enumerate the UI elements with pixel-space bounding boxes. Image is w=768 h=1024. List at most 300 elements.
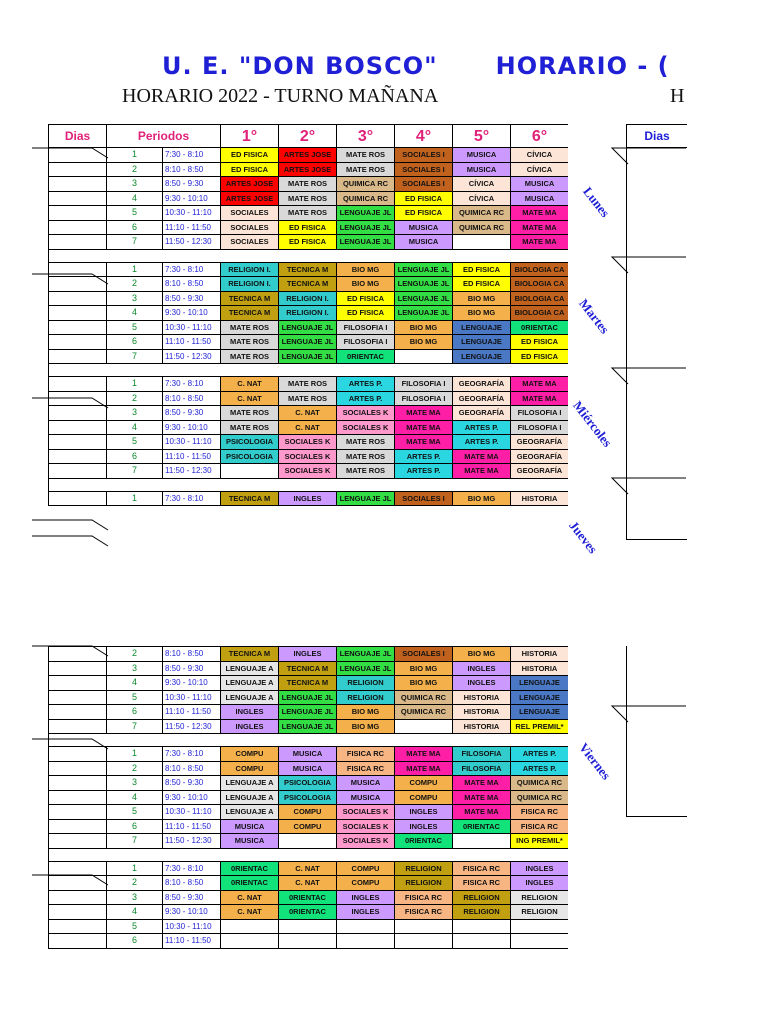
spacer-cell [163,734,221,747]
subject-cell: FILOSOFIA I [511,420,568,435]
subject-cell: ARTES P. [453,420,511,435]
subject-cell: REL PREMIL* [511,719,569,734]
period-number: 1 [107,747,163,762]
subject-cell: RELIGION I. [279,306,337,321]
spacer-cell [395,734,453,747]
next-schedule-panel [626,124,687,540]
table-row [49,262,569,277]
period-time: 10:30 - 11:10 [163,320,221,335]
table-row [49,335,569,350]
subject-cell: FISICA RC [337,747,395,762]
day-cell [49,905,107,920]
day-cell [49,861,107,876]
subject-cell: MATE MA [453,449,511,464]
subject-cell [279,919,337,934]
schedule-subtitle-cut: H [670,85,685,107]
spacer-cell [395,478,453,491]
table-row [49,905,569,920]
subject-cell [395,349,453,364]
subject-cell [279,834,337,849]
period-number: 4 [107,676,163,691]
subject-cell: INGLES [511,876,569,891]
school-name: U. E. "DON BOSCO" [162,52,438,80]
subject-cell: ED FISICA [453,277,511,292]
subject-cell: MATE ROS [279,206,337,221]
subject-cell: LENGUAJE JL [395,306,453,321]
subject-cell: RELIGION [337,690,395,705]
table-row [49,220,569,235]
subject-cell: MATE ROS [221,320,279,335]
subject-cell: ED FISICA [337,306,395,321]
period-time: 8:50 - 9:30 [163,890,221,905]
day-cell [49,306,107,321]
spacer-cell [337,364,395,377]
subject-cell: CÍVICA [511,148,568,163]
subject-cell: CÍVICA [511,162,568,177]
subject-cell: ARTES JOSE [279,148,337,163]
subject-cell: MATE ROS [279,377,337,392]
subject-cell: 0RIENTAC [221,876,279,891]
period-number: 3 [107,406,163,421]
subject-cell: ARTES P. [511,747,569,762]
subject-cell: ARTES P. [395,449,453,464]
subject-cell: FISICA RC [511,819,569,834]
period-number: 4 [107,790,163,805]
schedule-table-part-1 [48,124,568,538]
subject-cell [337,919,395,934]
period-number: 6 [107,335,163,350]
subject-cell: LENGUAJE JL [337,206,395,221]
day-cell [49,335,107,350]
subject-cell: SOCIALES K [279,449,337,464]
subject-cell: MATE ROS [337,435,395,450]
subject-cell [395,919,453,934]
subject-cell: PSICOLOGIA [221,435,279,450]
spacer-cell [279,848,337,861]
period-time: 7:30 - 8:10 [163,747,221,762]
subject-cell [221,934,279,949]
subject-cell: MATE MA [395,420,453,435]
subject-cell: SOCIALES I [395,177,453,192]
subject-cell: RELIGION [453,890,511,905]
subject-cell: BIO MG [453,306,511,321]
subject-cell: BIO MG [337,277,395,292]
subject-cell: QUIMICA RC [337,177,395,192]
subject-cell: FILOSOFIA I [511,406,568,421]
subject-cell: MUSICA [337,790,395,805]
period-number: 1 [107,491,163,506]
period-time: 8:50 - 9:30 [163,776,221,791]
subject-cell: ED FISICA [453,262,511,277]
subject-cell [453,235,511,250]
subject-cell: COMPU [395,776,453,791]
table-row [49,177,569,192]
table-row [49,919,569,934]
subject-cell: RELIGION I. [279,291,337,306]
subject-cell: QUIMICA RC [337,191,395,206]
table-row [49,934,569,949]
spacer-cell [511,734,569,747]
spacer-cell [49,364,107,377]
subject-cell: INGLES [453,676,511,691]
subject-cell: BIO MG [453,491,511,506]
subject-cell: MATE MA [395,435,453,450]
day-cell [49,805,107,820]
day-cell [49,235,107,250]
subject-cell: TECNICA M [279,262,337,277]
day-cell [49,191,107,206]
period-number: 1 [107,262,163,277]
subject-cell [453,919,511,934]
subject-cell: BIO MG [453,291,511,306]
table-row [49,320,569,335]
table-row [49,761,569,776]
subject-cell: MATE ROS [279,191,337,206]
subject-cell: INGLES [221,705,279,720]
period-time: 9:30 - 10:10 [163,306,221,321]
period-number: 5 [107,919,163,934]
table-row [49,406,569,421]
period-time: 7:30 - 8:10 [163,377,221,392]
spacer-row [49,734,569,747]
subject-cell: SOCIALES [221,206,279,221]
day-cell [49,262,107,277]
period-time: 8:10 - 8:50 [163,391,221,406]
subject-cell: GEOGRAFÍA [453,406,511,421]
table-row [49,148,569,163]
subject-cell: 0RIENTAC [511,320,568,335]
subject-cell [511,919,569,934]
table-row [49,890,569,905]
table-row [49,719,569,734]
subject-cell: LENGUAJE A [221,776,279,791]
table-row [49,391,569,406]
subject-cell [337,934,395,949]
subject-cell: 0RIENTAC [221,861,279,876]
subject-cell: MATE MA [511,235,568,250]
spacer-cell [107,478,163,491]
subject-cell: HISTORIA [511,661,569,676]
spacer-cell [221,249,279,262]
subject-cell: 0RIENTAC [453,819,511,834]
header-grade-5: 5° [453,125,511,148]
period-number: 4 [107,191,163,206]
subject-cell: C. NAT [221,905,279,920]
period-time: 11:10 - 11:50 [163,934,221,949]
subject-cell: MATE MA [395,406,453,421]
period-time: 9:30 - 10:10 [163,905,221,920]
subject-cell: LENGUAJE [511,705,569,720]
table-row [49,661,569,676]
subject-cell: HISTORIA [511,491,568,506]
subject-cell [279,934,337,949]
subject-cell: FILOSOFIA [453,747,511,762]
day-cell [49,747,107,762]
subject-cell: MUSICA [395,235,453,250]
school-title [162,52,670,80]
period-time: 8:10 - 8:50 [163,876,221,891]
spacer-cell [279,364,337,377]
subject-cell: FILOSOFIA [453,761,511,776]
spacer-row [49,848,569,861]
period-time: 11:10 - 11:50 [163,449,221,464]
spacer-cell [511,364,568,377]
subject-cell: LENGUAJE JL [337,661,395,676]
subject-cell: LENGUAJE A [221,676,279,691]
day-cell [49,349,107,364]
spacer-cell [221,478,279,491]
spacer-cell [49,478,107,491]
day-cell [49,676,107,691]
subject-cell: LENGUAJE JL [395,262,453,277]
table-row [49,805,569,820]
subject-cell: QUIMICA RC [453,206,511,221]
period-number: 7 [107,235,163,250]
header-grade-2: 2° [279,125,337,148]
table-row [49,435,569,450]
subject-cell: TECNICA M [221,291,279,306]
spacer-cell [395,364,453,377]
subject-cell: MUSICA [221,819,279,834]
subject-cell: COMPU [221,747,279,762]
subject-cell: ED FISICA [395,206,453,221]
subject-cell: MATE MA [453,464,511,479]
day-label-jueves: Jueves [566,518,601,557]
spacer-cell [511,249,568,262]
period-number: 2 [107,761,163,776]
subject-cell: MATE MA [511,377,568,392]
subject-cell: TECNICA M [279,676,337,691]
day-cell [49,919,107,934]
period-number: 6 [107,220,163,235]
day-cell [49,464,107,479]
subject-cell: LENGUAJE JL [279,349,337,364]
subject-cell: INGLES [337,905,395,920]
subject-cell: FISICA RC [337,761,395,776]
spacer-cell [163,249,221,262]
subject-cell: BIO MG [337,262,395,277]
subject-cell: SOCIALES I [395,162,453,177]
subject-cell: INGLES [279,647,337,662]
period-number: 1 [107,148,163,163]
period-number: 3 [107,291,163,306]
period-time: 11:50 - 12:30 [163,834,221,849]
subject-cell: LENGUAJE JL [279,705,337,720]
subject-cell: 0RIENTAC [279,905,337,920]
subject-cell: ING PREMIL* [511,834,569,849]
spacer-cell [453,478,511,491]
period-time: 11:10 - 11:50 [163,819,221,834]
subject-cell: HISTORIA [511,647,569,662]
subject-cell: C. NAT [221,391,279,406]
spacer-cell [511,478,568,491]
subject-cell: QUIMICA RC [511,790,569,805]
day-label-martes: Martes [576,296,613,337]
subject-cell: ARTES P. [453,435,511,450]
period-number: 1 [107,861,163,876]
subject-cell: SOCIALES K [337,819,395,834]
subject-cell: SOCIALES K [337,420,395,435]
subject-cell: LENGUAJE JL [337,491,395,506]
subject-cell: BIOLOGIA CA [511,306,568,321]
spacer-cell [221,734,279,747]
table-row [49,861,569,876]
period-number: 6 [107,705,163,720]
subject-cell [395,719,453,734]
subject-cell: QUIMICA RC [511,776,569,791]
table-row [49,834,569,849]
period-time: 9:30 - 10:10 [163,676,221,691]
schedule-table [48,124,568,506]
subject-cell: RELIGION [395,861,453,876]
period-time: 11:10 - 11:50 [163,705,221,720]
table-row [49,819,569,834]
subject-cell: SOCIALES [221,220,279,235]
subject-cell: ED FISICA [395,191,453,206]
subject-cell: LENGUAJE A [221,661,279,676]
subject-cell: GEOGRAFÍA [453,391,511,406]
subject-cell: MUSICA [511,177,568,192]
subject-cell: GEOGRAFÍA [511,464,568,479]
subject-cell [511,934,569,949]
subject-cell: C. NAT [279,406,337,421]
subject-cell: TECNICA M [279,661,337,676]
subject-cell: MATE ROS [337,162,395,177]
period-time: 8:10 - 8:50 [163,162,221,177]
period-time: 11:50 - 12:30 [163,719,221,734]
subject-cell: BIO MG [337,719,395,734]
subject-cell: MUSICA [395,220,453,235]
subject-cell: ED FISICA [279,235,337,250]
period-number: 5 [107,206,163,221]
subject-cell: FILOSOFIA I [337,320,395,335]
day-cell [49,719,107,734]
table-row [49,776,569,791]
subject-cell: SOCIALES K [279,435,337,450]
subject-cell: QUIMICA RC [395,705,453,720]
subject-cell: LENGUAJE JL [337,220,395,235]
subject-cell: FILOSOFIA I [337,335,395,350]
table-row [49,676,569,691]
subject-cell: ARTES P. [337,377,395,392]
table-row [49,291,569,306]
subject-cell [453,834,511,849]
subject-cell: LENGUAJE [453,320,511,335]
subject-cell: LENGUAJE JL [279,719,337,734]
subject-cell: 0RIENTAC [279,890,337,905]
subject-cell: MATE MA [453,790,511,805]
subject-cell: MATE MA [453,776,511,791]
subject-cell: LENGUAJE JL [279,690,337,705]
period-number: 5 [107,435,163,450]
spacer-row [49,249,569,262]
subject-cell: BIO MG [337,705,395,720]
subject-cell: MATE MA [511,391,568,406]
subject-cell: C. NAT [221,377,279,392]
subject-cell: SOCIALES I [395,491,453,506]
subject-cell: HISTORIA [453,719,511,734]
spacer-cell [337,249,395,262]
period-number: 5 [107,805,163,820]
day-cell [49,690,107,705]
subject-cell: ARTES P. [511,761,569,776]
subject-cell: C. NAT [279,876,337,891]
spacer-cell [163,478,221,491]
period-time: 7:30 - 8:10 [163,262,221,277]
period-number: 7 [107,349,163,364]
subject-cell: LENGUAJE JL [279,335,337,350]
schedule-subtitle: HORARIO 2022 - TURNO MAÑANA [122,85,439,107]
period-number: 3 [107,661,163,676]
day-cell [49,148,107,163]
subject-cell: COMPU [221,761,279,776]
spacer-cell [163,848,221,861]
subject-cell: ED FISICA [221,162,279,177]
subject-cell: FISICA RC [453,861,511,876]
period-time: 7:30 - 8:10 [163,148,221,163]
subject-cell: BIO MG [395,320,453,335]
schedule-table-part-2 [48,646,568,968]
period-number: 5 [107,320,163,335]
day-cell [49,661,107,676]
subject-cell: ARTES P. [395,464,453,479]
subject-cell: FISICA RC [395,890,453,905]
table-row [49,876,569,891]
period-number: 5 [107,690,163,705]
period-number: 2 [107,647,163,662]
table-row [49,705,569,720]
table-row [49,790,569,805]
subject-cell: CÍVICA [453,177,511,192]
spacer-cell [107,249,163,262]
subject-cell: BIO MG [453,647,511,662]
subject-cell: ED FISICA [279,220,337,235]
table-row [49,377,569,392]
period-time: 8:10 - 8:50 [163,761,221,776]
period-time: 7:30 - 8:10 [163,861,221,876]
spacer-cell [395,848,453,861]
table-row [49,206,569,221]
day-cell [49,934,107,949]
subject-cell: ARTES P. [337,391,395,406]
subject-cell: MATE ROS [279,177,337,192]
table-header-row [49,125,569,148]
subject-cell: RELIGION [511,890,569,905]
period-time: 10:30 - 11:10 [163,435,221,450]
table-row [49,191,569,206]
period-time: 11:50 - 12:30 [163,349,221,364]
period-time: 10:30 - 11:10 [163,690,221,705]
subject-cell: RELIGION I. [221,277,279,292]
day-cell [49,377,107,392]
subject-cell: MATE ROS [279,391,337,406]
subject-cell: LENGUAJE A [221,690,279,705]
subject-cell: MATE ROS [337,148,395,163]
subject-cell: MATE ROS [221,420,279,435]
subject-cell: MUSICA [337,776,395,791]
subject-cell: LENGUAJE JL [337,235,395,250]
subject-cell: LENGUAJE A [221,790,279,805]
table-row [49,162,569,177]
spacer-cell [337,478,395,491]
day-cell [49,291,107,306]
subject-cell: GEOGRAFÍA [511,449,568,464]
period-time: 10:30 - 11:10 [163,805,221,820]
subject-cell: C. NAT [279,861,337,876]
subject-cell: LENGUAJE JL [395,277,453,292]
subject-cell: MATE ROS [221,406,279,421]
subject-cell: SOCIALES I [395,647,453,662]
